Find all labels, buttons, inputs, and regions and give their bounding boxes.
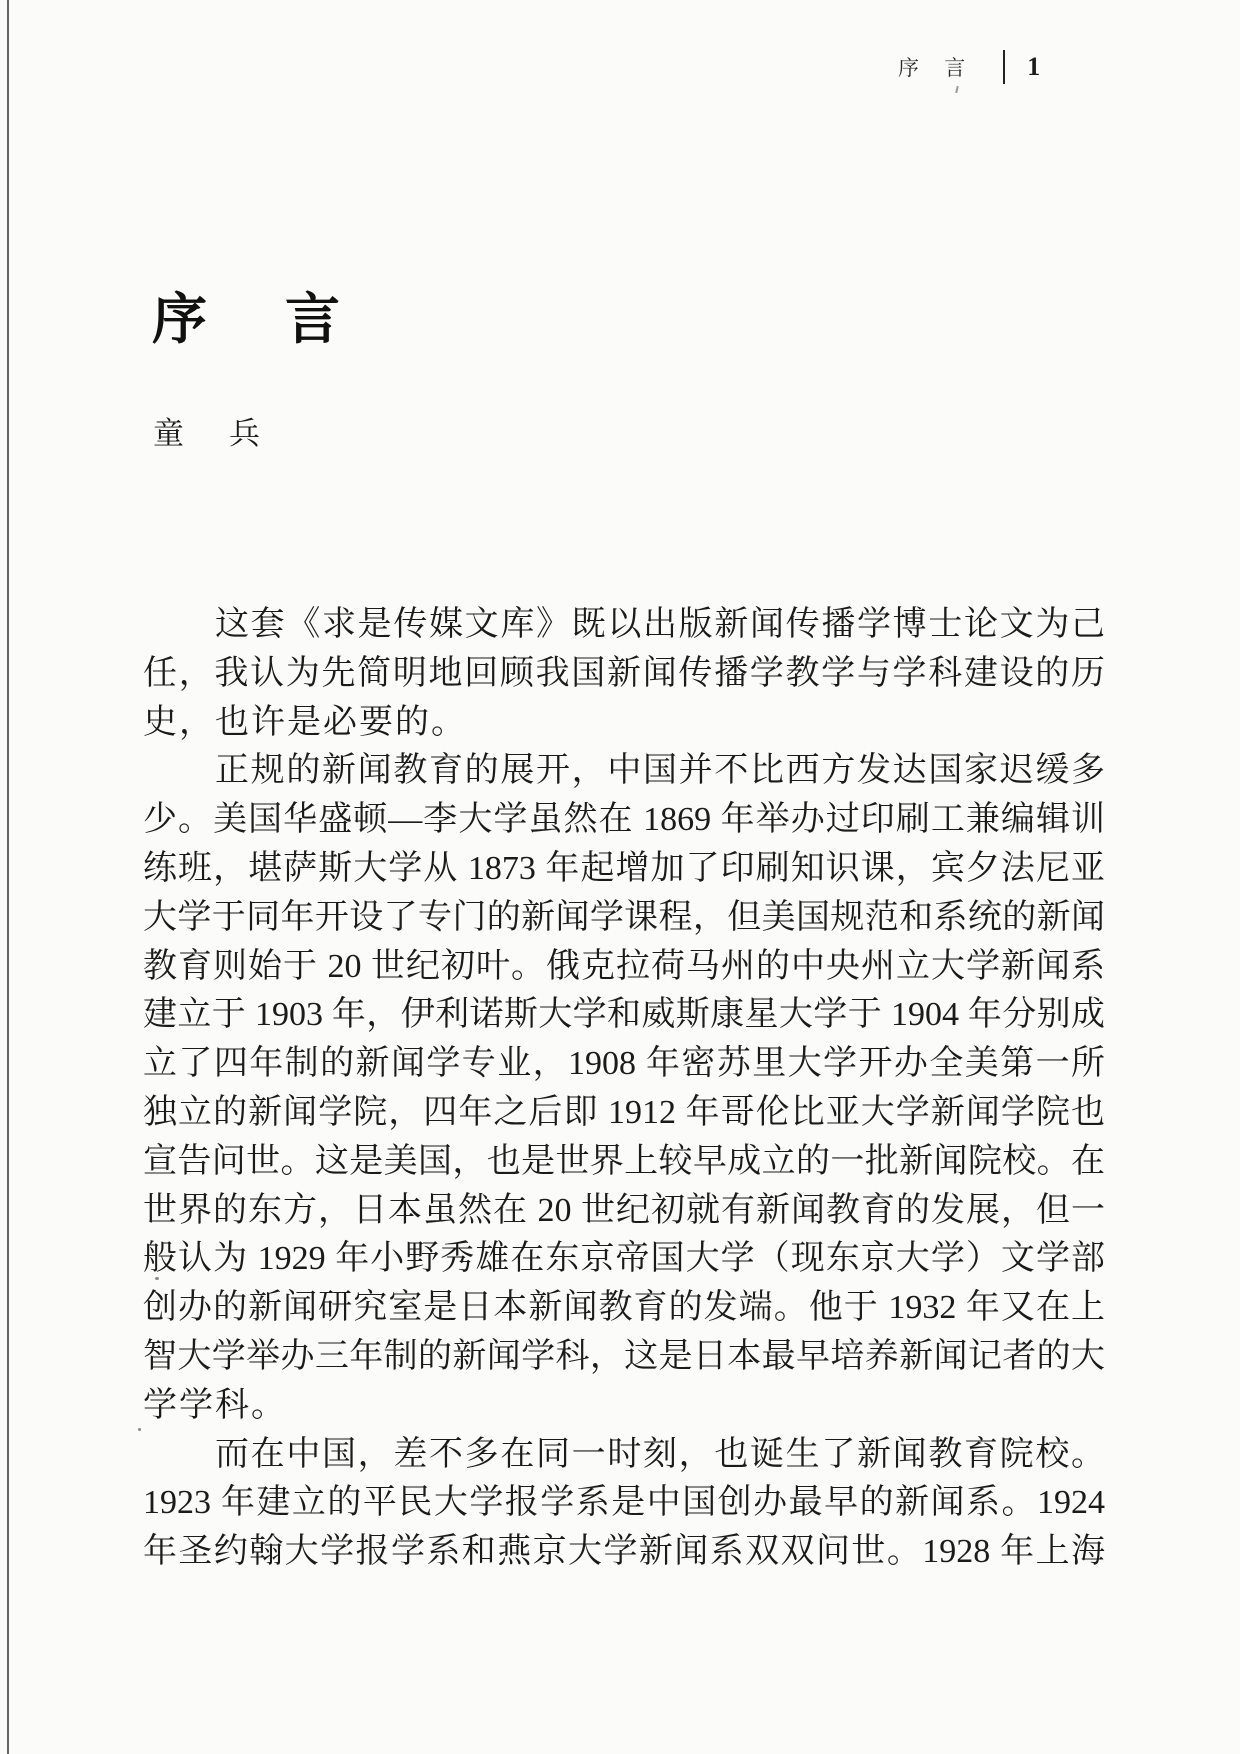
body-line-20: 年圣约翰大学报学系和燕京大学新闻系双双问世。1928 年上海 bbox=[143, 1533, 1105, 1571]
body-line-6: 练班，堪萨斯大学从 1873 年起增加了印刷知识课，宾夕法尼亚 bbox=[143, 849, 1105, 887]
body-line-1: 这套《求是传媒文库》既以出版新闻传播学博士论文为己 bbox=[215, 606, 1105, 643]
scan-speck bbox=[155, 1277, 159, 1280]
scan-speck bbox=[955, 86, 958, 93]
author-char-right: 兵 bbox=[229, 416, 260, 451]
scan-edge-line bbox=[7, 0, 9, 1754]
body-line-18: 而在中国，差不多在同一时刻，也诞生了新闻教育院校。 bbox=[215, 1435, 1105, 1473]
body-line-15: 创办的新闻研究室是日本新闻教育的发端。他于 1932 年又在上 bbox=[143, 1289, 1105, 1327]
body-line-19: 1923 年建立的平民大学报学系是中国创办最早的新闻系。1924 bbox=[143, 1484, 1105, 1522]
body-line-16: 智大学举办三年制的新闻学科，这是日本最早培养新闻记者的大 bbox=[143, 1337, 1105, 1375]
chapter-title-char-right: 言 bbox=[285, 288, 341, 350]
body-line-7: 大学于同年开设了专门的新闻学课程，但美国规范和系统的新闻 bbox=[143, 898, 1105, 936]
chapter-title bbox=[152, 288, 341, 350]
body-text bbox=[143, 601, 1105, 1577]
body-line-14: 般认为 1929 年小野秀雄在东京帝国大学（现东京大学）文学部 bbox=[143, 1240, 1105, 1278]
chapter-title-char-left: 序 bbox=[152, 288, 208, 350]
body-line-10: 立了四年制的新闻学专业，1908 年密苏里大学开办全美第一所 bbox=[143, 1045, 1105, 1083]
author-char-left: 童 bbox=[153, 416, 184, 451]
body-line-12: 宣告问世。这是美国，也是世界上较早成立的一批新闻院校。在 bbox=[143, 1142, 1105, 1180]
page-number: 1 bbox=[1027, 52, 1041, 81]
body-line-2: 任，我认为先简明地回顾我国新闻传播学教学与学科建设的历 bbox=[143, 654, 1105, 692]
body-line-9: 建立于 1903 年，伊利诺斯大学和威斯康星大学于 1904 年分别成 bbox=[143, 996, 1105, 1034]
body-line-11: 独立的新闻学院，四年之后即 1912 年哥伦比亚大学新闻学院也 bbox=[143, 1093, 1105, 1131]
body-line-13: 世界的东方，日本虽然在 20 世纪初就有新闻教育的发展，但一 bbox=[143, 1191, 1105, 1229]
running-head bbox=[898, 48, 1040, 86]
body-line-8: 教育则始于 20 世纪初叶。俄克拉荷马州的中央州立大学新闻系 bbox=[143, 947, 1105, 985]
body-line-4: 正规的新闻教育的展开，中国并不比西方发达国家迟缓多 bbox=[215, 752, 1105, 790]
body-line-5: 少。美国华盛顿—李大学虽然在 1869 年举办过印刷工兼编辑训 bbox=[143, 801, 1105, 839]
body-line-3: 史，也许是必要的。 bbox=[143, 703, 467, 741]
running-head-divider bbox=[1003, 50, 1005, 84]
body-line-17: 学学科。 bbox=[143, 1386, 287, 1424]
running-head-title: 序 言 bbox=[898, 56, 976, 80]
scan-speck bbox=[138, 1428, 141, 1431]
author-name bbox=[153, 418, 260, 449]
